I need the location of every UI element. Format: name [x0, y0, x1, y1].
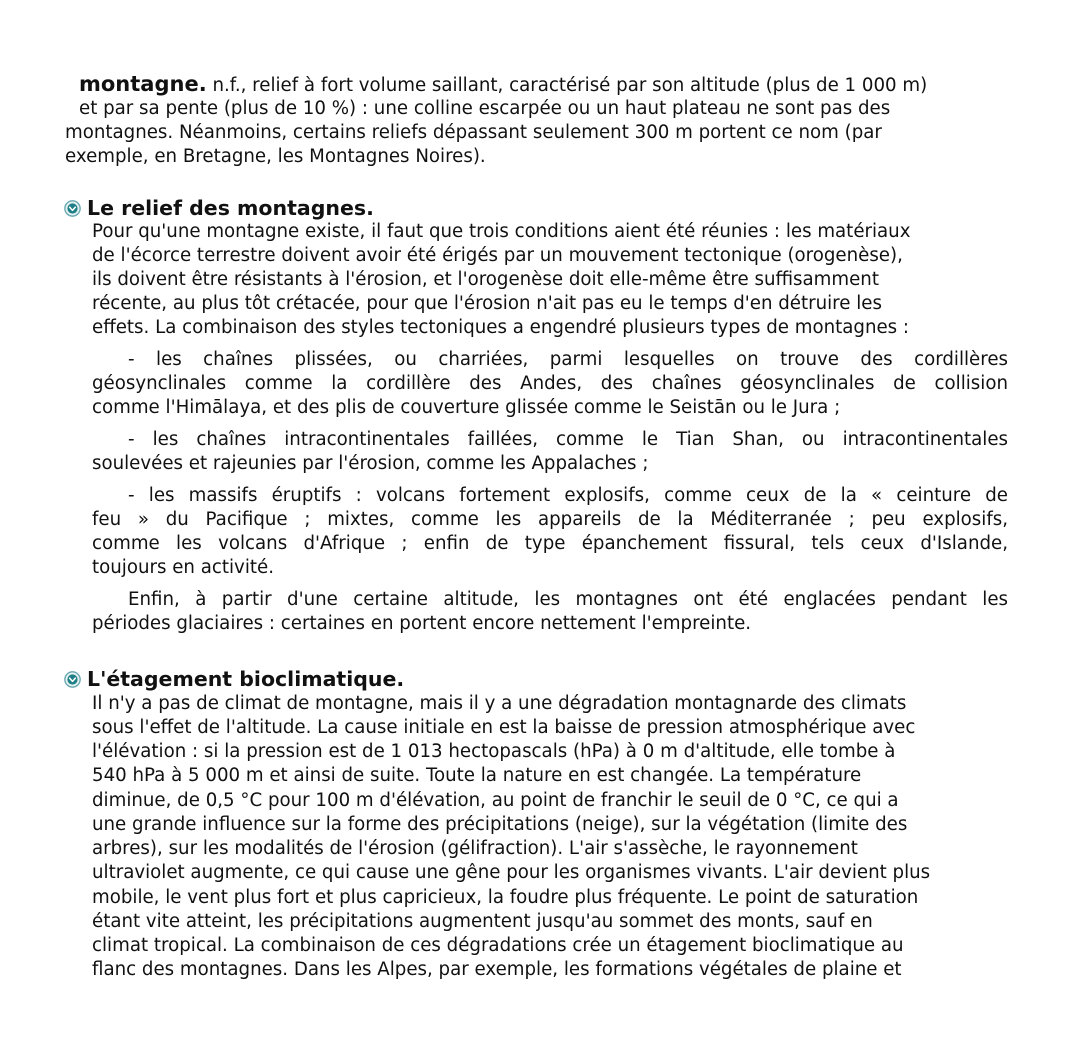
paragraph-line: flanc des montagnes. Dans les Alpes, par exemple, les formations végétales de plaine et [92, 959, 902, 980]
paragraph-line: ils doivent être résistants à l'érosion, et l'orogenèse doit elle-même être suffisamment [92, 269, 879, 290]
list-item-line: comme les volcans d'Afrique ; enfin de type épanchement fissural, tels ceux d'Islande, [92, 533, 1008, 554]
paragraph-line: effets. La combinaison des styles tectoniques a engendré plusieurs types de montagnes : [92, 317, 910, 338]
paragraph-line: mobile, le vent plus fort et plus capricieux, la foudre plus fréquente. Le point de saturation [92, 887, 919, 908]
paragraph-line: étant vite atteint, les précipitations augmentent jusqu'au sommet des monts, sauf en [92, 911, 873, 932]
paragraph-line: l'élévation : si la pression est de 1 013 hectopascals (hPa) à 0 m d'altitude, elle tombe à [92, 741, 896, 762]
paragraph-line: de l'écorce terrestre doivent avoir été érigés par un mouvement tectonique (orogenèse), [92, 245, 903, 266]
list-item-line: soulevées et rajeunies par l'érosion, comme les Appalaches ; [92, 453, 649, 474]
list-item-line: feu » du Pacifique ; mixtes, comme les appareils de la Méditerranée ; peu explosifs, [92, 509, 1008, 530]
list-item-line: - les massifs éruptifs : volcans fortement explosifs, comme ceux de la « ceinture de [128, 485, 1008, 506]
paragraph-line: périodes glaciaires : certaines en portent encore nettement l'empreinte. [92, 613, 752, 634]
paragraph-line: Il n'y a pas de climat de montagne, mais il y a une dégradation montagnarde des climats [92, 693, 907, 714]
entry-definition-line: n.f., relief à fort volume saillant, caractérisé par son altitude (plus de 1 000 m) [206, 75, 928, 96]
paragraph-line: 540 hPa à 5 000 m et ainsi de suite. Toute la nature en est changée. La température [92, 765, 862, 786]
list-item-line: comme l'Himālaya, et des plis de couverture glissée comme le Seistān ou le Jura ; [92, 397, 841, 418]
paragraph-line: climat tropical. La combinaison de ces dégradations crée un étagement bioclimatique au [92, 935, 904, 956]
paragraph-line: sous l'effet de l'altitude. La cause initiale en est la baisse de pression atmosphérique avec [92, 717, 916, 738]
list-item-line: géosynclinales comme la cordillère des Andes, des chaînes géosynclinales de collision [92, 373, 1008, 394]
paragraph-line: arbres), sur les modalités de l'érosion (gélifraction). L'air s'assèche, le rayonnement [92, 838, 858, 859]
entry-first-line [79, 72, 927, 98]
chevron-down-circle-icon[interactable] [64, 671, 81, 688]
entry-definition-line: montagnes. Néanmoins, certains reliefs dépassant seulement 300 m portent ce nom (par [65, 122, 882, 143]
paragraph-line: diminue, de 0,5 °C pour 100 m d'élévation, au point de franchir le seuil de 0 °C, ce qui a [92, 790, 899, 811]
entry-headword: montagne. [79, 72, 207, 96]
paragraph-line: Enfin, à partir d'une certaine altitude, les montagnes ont été englacées pendant les [128, 589, 1008, 610]
list-item-line: toujours en activité. [92, 557, 274, 578]
list-item-line: - les chaînes plissées, ou charriées, parmi lesquelles on trouve des cordillères [128, 349, 1008, 370]
section-header-relief[interactable] [64, 196, 374, 220]
paragraph-line: une grande influence sur la forme des précipitations (neige), sur la végétation (limite des [92, 814, 908, 835]
section-header-etagement[interactable] [64, 667, 404, 691]
section-title: Le relief des montagnes. [87, 196, 374, 220]
section-title: L'étagement bioclimatique. [87, 667, 405, 691]
list-item-line: - les chaînes intracontinentales faillées, comme le Tian Shan, ou intracontinentales [128, 429, 1008, 450]
entry-definition-line: et par sa pente (plus de 10 %) : une colline escarpée ou un haut plateau ne sont pas des [79, 98, 891, 119]
paragraph-line: ultraviolet augmente, ce qui cause une gêne pour les organismes vivants. L'air devient plus [92, 862, 931, 883]
paragraph-line: récente, au plus tôt crétacée, pour que l'érosion n'ait pas eu le temps d'en détruire les [92, 293, 882, 314]
chevron-down-circle-icon[interactable] [64, 200, 81, 217]
paragraph-line: Pour qu'une montagne existe, il faut que trois conditions aient été réunies : les matériaux [92, 221, 911, 242]
entry-definition-line: exemple, en Bretagne, les Montagnes Noires). [65, 146, 486, 167]
